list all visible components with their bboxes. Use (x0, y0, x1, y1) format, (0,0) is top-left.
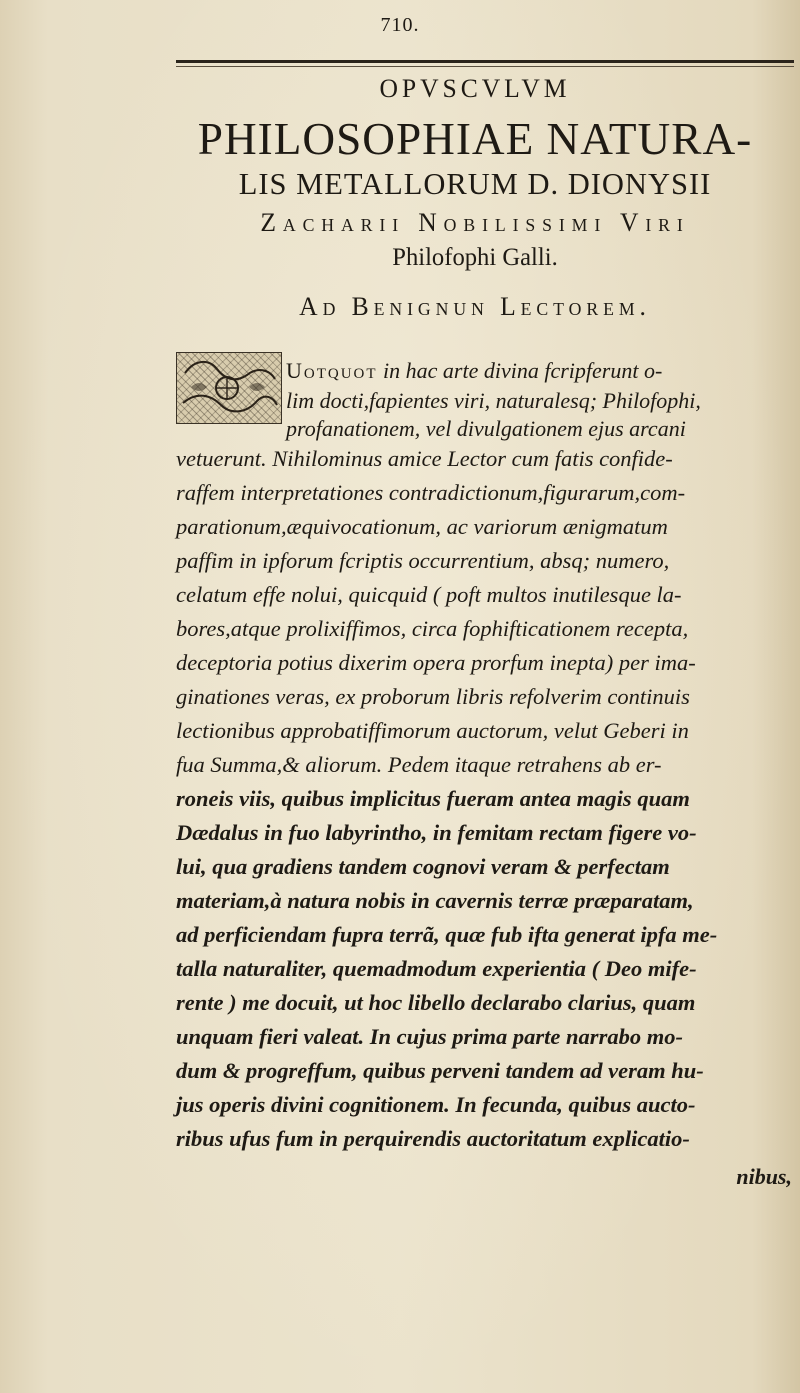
body-line: unquam fieri valeat. In cujus prima parte narrabo mo- (176, 1024, 683, 1049)
dedication-heading: Ad Benignun Lectorem. (299, 292, 651, 321)
body-line: fua Summa,& aliorum. Pedem itaque retrahens ab er- (176, 752, 662, 777)
first-paragraph-line-1 (286, 358, 662, 384)
body-line: roneis viis, quibus implicitus fueram antea magis quam (176, 786, 690, 811)
body-line: celatum effe nolui, quicquid ( poft multos inutilesque la- (176, 582, 682, 607)
body-line: dum & progreffum, quibus perveni tandem ad veram hu- (176, 1058, 704, 1083)
body-line: talla naturaliter, quemadmodum experientia ( Deo mife- (176, 956, 697, 981)
body-line: deceptoria potius dixerim opera prorfum inepta) per ima- (176, 650, 696, 675)
title-line-3: LIS METALLORUM D. DIONYSII (238, 166, 712, 201)
body-line: ribus ufus fum in perquirendis auctoritatum explicatio- (176, 1126, 690, 1151)
body-line: jus operis divini cognitionem. In fecunda, quibus aucto- (176, 1092, 696, 1117)
first-paragraph-line-2: lim docti,fapientes viri, naturalesq; Philofophi, (286, 388, 701, 413)
body-line: Dædalus in fuo labyrintho, in femitam rectam figere vo- (176, 820, 697, 845)
body-line: lui, qua gradiens tandem cognovi veram & perfectam (176, 854, 670, 879)
body-line: paffim in ipforum fcriptis occurrentium, absq; numero, (176, 548, 670, 573)
title-line-1: OPVSCVLVM (379, 74, 571, 103)
body-line: lectionibus approbatiffimorum auctorum, velut Geberi in (176, 718, 689, 743)
title-line-2: PHILOSOPHIAE NATURA- (197, 113, 753, 164)
page-number: 710. (380, 14, 420, 36)
body-line: ad perficiendam fupra terrã, quæ fub ifta generat ipfa me- (176, 922, 718, 947)
body-line: bores,atque prolixiffimos, circa fophifticationem recepta, (176, 616, 689, 641)
initial-caps-text: Uotquot (286, 358, 378, 383)
body-line: parationum,æquivocationum, ac variorum ænigmatum (176, 514, 668, 539)
first-paragraph-line-3: profanationem, vel divulgationem ejus arcani (286, 416, 686, 441)
body-line: rente ) me docuit, ut hoc libello declarabo clarius, quam (176, 990, 696, 1015)
body-line: ginationes veras, ex proborum libris refolverim continuis (176, 684, 690, 709)
header-rule-thin (176, 66, 794, 67)
author-line: Zacharii Nobilissimi Viri (260, 208, 690, 237)
author-description: Philofophi Galli. (392, 244, 558, 271)
ornamental-initial-icon (176, 352, 282, 424)
header-rule (176, 60, 794, 63)
body-line: raffem interpretationes contradictionum,figurarum,com- (176, 480, 686, 505)
body-line: vetuerunt. Nihilominus amice Lector cum fatis confide- (176, 446, 673, 471)
body-line: materiam,à natura nobis in cavernis terræ præparatam, (176, 888, 694, 913)
first-line-continuation: in hac arte divina fcripferunt o- (383, 358, 663, 383)
catchword: nibus, (736, 1164, 792, 1189)
